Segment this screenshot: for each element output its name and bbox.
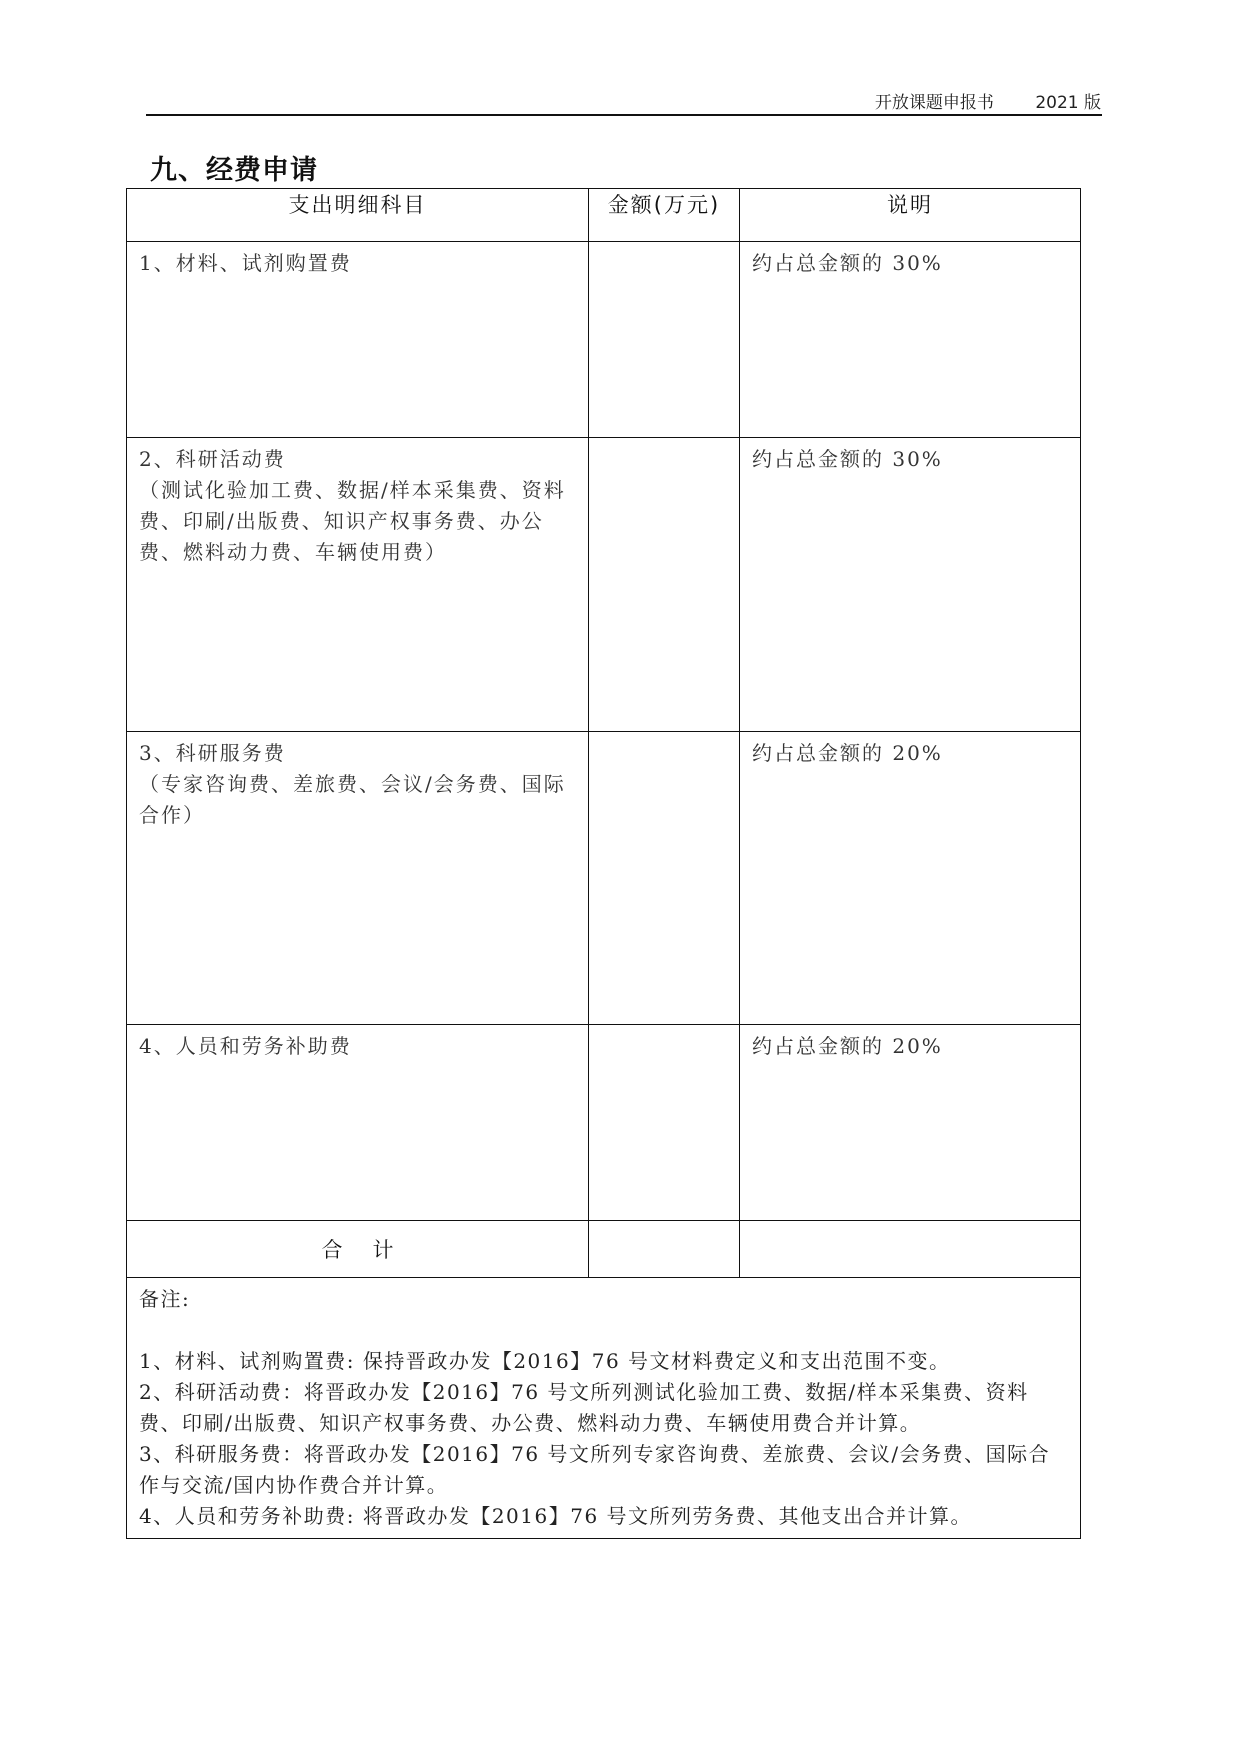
- table-row: [127, 242, 1081, 438]
- remark-item: 1、材料、试剂购置费: 保持晋政办发【2016】76 号文材料费定义和支出范围不变。: [139, 1349, 951, 1373]
- note-value: 约占总金额的 20%: [752, 741, 943, 765]
- total-note-cell: [740, 1221, 1081, 1278]
- note-cell: [740, 1025, 1081, 1221]
- budget-table: [126, 188, 1081, 1539]
- header-version: 2021 版: [1035, 93, 1101, 113]
- note-cell: [740, 732, 1081, 1025]
- item-detail: （测试化验加工费、数据/样本采集费、资料费、印刷/出版费、知识产权事务费、办公费、燃料动力费、车辆使用费）: [139, 478, 566, 564]
- remark-item: 3、科研服务费：将晋政办发【2016】76 号文所列专家咨询费、差旅费、会议/会务费、国际合作与交流/国内协作费合并计算。: [139, 1442, 1051, 1497]
- item-cell: [127, 732, 589, 1025]
- remark-item: 4、人员和劳务补助费: 将晋政办发【2016】76 号文所列劳务费、其他支出合并计算。: [139, 1504, 973, 1528]
- total-label: 合计: [321, 1238, 424, 1262]
- total-note: [740, 1221, 1080, 1233]
- item-label: 4、人员和劳务补助费: [139, 1034, 352, 1058]
- note-cell: [740, 242, 1081, 438]
- table-row: [127, 438, 1081, 732]
- remarks-row: [127, 1278, 1081, 1539]
- note-value: 约占总金额的 20%: [752, 1034, 943, 1058]
- header-divider: [146, 114, 1102, 116]
- item-label: 3、科研服务费: [139, 741, 286, 765]
- total-label-cell: [127, 1221, 589, 1278]
- remarks-cell: [127, 1278, 1081, 1539]
- table-header-row: [127, 189, 1081, 242]
- note-cell: [740, 438, 1081, 732]
- table-row: [127, 732, 1081, 1025]
- column-header-note: 说明: [740, 189, 1081, 242]
- note-value: 约占总金额的 30%: [752, 251, 943, 275]
- amount-cell[interactable]: [589, 732, 740, 1025]
- page-header: [875, 88, 1101, 113]
- item-label: 2、科研活动费: [139, 447, 286, 471]
- amount-value[interactable]: [589, 732, 739, 744]
- section-title: 九、经费申请: [150, 155, 318, 186]
- item-detail: （专家咨询费、差旅费、会议/会务费、国际合作）: [139, 772, 566, 827]
- amount-value[interactable]: [589, 438, 739, 450]
- amount-cell[interactable]: [589, 438, 740, 732]
- note-value: 约占总金额的 30%: [752, 447, 943, 471]
- table-row: [127, 1025, 1081, 1221]
- remarks-label: 备注:: [139, 1287, 191, 1311]
- column-header-amount: 金额(万元): [589, 189, 740, 242]
- total-amount[interactable]: [589, 1221, 739, 1233]
- item-cell: [127, 1025, 589, 1221]
- total-amount-cell[interactable]: [589, 1221, 740, 1278]
- item-cell: [127, 242, 589, 438]
- amount-cell[interactable]: [589, 242, 740, 438]
- total-row: [127, 1221, 1081, 1278]
- amount-value[interactable]: [589, 1025, 739, 1037]
- column-header-item: 支出明细科目: [127, 189, 589, 242]
- remark-item: 2、科研活动费：将晋政办发【2016】76 号文所列测试化验加工费、数据/样本采集费、资料费、印刷/出版费、知识产权事务费、办公费、燃料动力费、车辆使用费合并计算。: [139, 1380, 1029, 1435]
- header-doc-name: 开放课题申报书: [874, 93, 994, 113]
- amount-cell[interactable]: [589, 1025, 740, 1221]
- amount-value[interactable]: [589, 242, 739, 254]
- item-label: 1、材料、试剂购置费: [139, 251, 352, 275]
- item-cell: [127, 438, 589, 732]
